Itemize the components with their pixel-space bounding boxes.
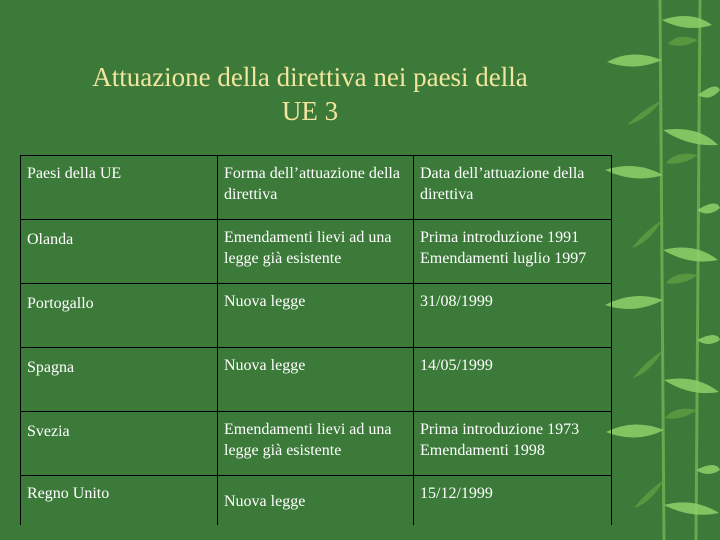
cell-date: 15/12/1999 — [414, 476, 612, 526]
cell-date: 31/08/1999 — [414, 284, 612, 348]
table-row — [21, 220, 612, 284]
cell-form: Nuova legge — [218, 284, 414, 348]
table-row — [21, 476, 612, 526]
cell-form: Emendamenti lievi ad una legge già esistente — [218, 220, 414, 284]
cell-date: Prima introduzione 1991 Emendamenti luglio 1997 — [414, 220, 612, 284]
implementation-table — [20, 155, 612, 525]
slide-title-line-2: UE 3 — [281, 96, 339, 126]
table-row — [21, 348, 612, 412]
cell-country: Portogallo — [21, 284, 218, 348]
table-header-row — [21, 156, 612, 220]
table-row — [21, 412, 612, 476]
bamboo-leaves-decoration — [600, 0, 720, 540]
cell-form: Nuova legge — [218, 348, 414, 412]
cell-country: Svezia — [21, 412, 218, 476]
slide-title — [0, 60, 620, 128]
cell-date: Prima introduzione 1973 Emendamenti 1998 — [414, 412, 612, 476]
slide-title-line-1: Attuazione della direttiva nei paesi della — [92, 62, 528, 92]
header-form: Forma dell’attuazione della direttiva — [218, 156, 414, 220]
table-row — [21, 284, 612, 348]
cell-date: 14/05/1999 — [414, 348, 612, 412]
cell-form: Nuova legge — [218, 476, 414, 526]
cell-form: Emendamenti lievi ad una legge già esistente — [218, 412, 414, 476]
cell-country: Olanda — [21, 220, 218, 284]
cell-country: Spagna — [21, 348, 218, 412]
header-date: Data dell’attuazione della direttiva — [414, 156, 612, 220]
header-country: Paesi della UE — [21, 156, 218, 220]
cell-country: Regno Unito — [21, 476, 218, 526]
